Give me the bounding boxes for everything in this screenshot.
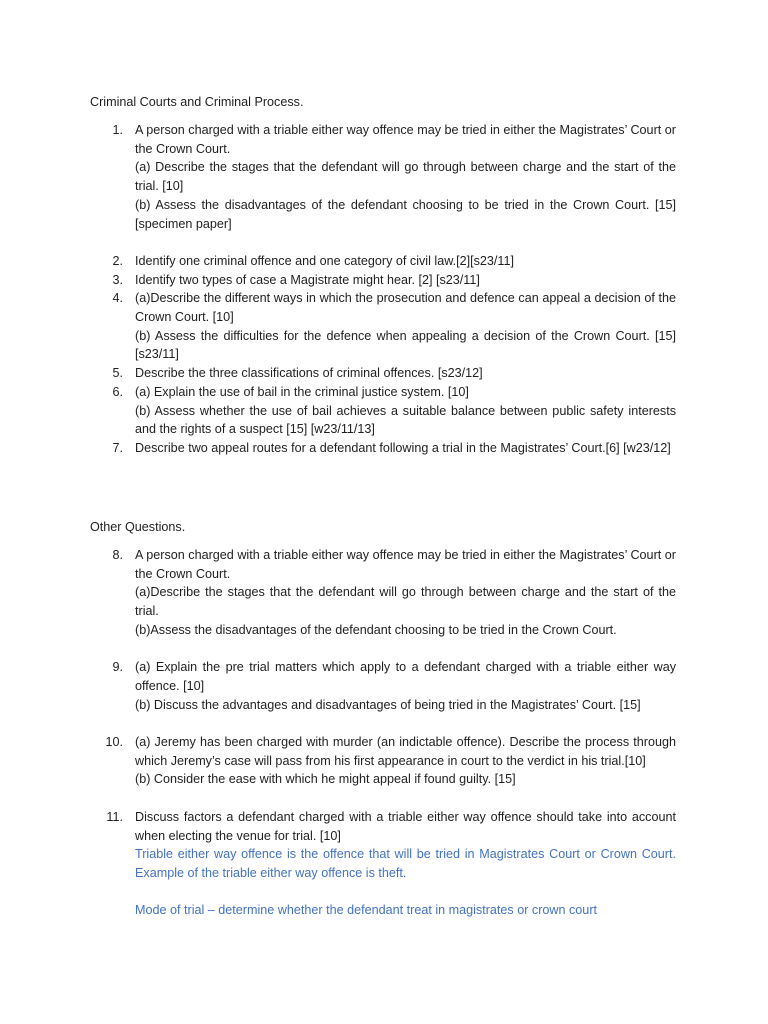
question-item (90, 546, 676, 640)
question-item (90, 252, 676, 271)
question-part-a: (a)Describe the different ways in which the prosecution and defence can appeal a decision of the Crown Court. [10] (135, 291, 676, 325)
question-text: Describe the three classifications of criminal offences. [s23/12] (135, 366, 483, 381)
question-list (90, 121, 676, 458)
question-number: 10. (105, 735, 123, 749)
answer-note: Mode of trial – determine whether the defendant treat in magistrates or crown court (135, 903, 598, 918)
question-item (90, 658, 676, 714)
question-part-a: (a) Explain the use of bail in the criminal justice system. [10] (135, 384, 469, 399)
question-part-b: (b) Discuss the advantages and disadvantages of being tried in the Magistrates’ Court. [15] (135, 697, 641, 712)
question-part-a: (a)Describe the stages that the defendant will go through between charge and the start of the trial. (135, 585, 676, 619)
section-heading: Other Questions. (90, 520, 186, 534)
question-part-a: (a) Explain the pre trial matters which apply to a defendant charged with a triable either way offence. [10] (135, 660, 676, 693)
question-item (90, 364, 676, 383)
question-list (90, 546, 676, 920)
question-item (90, 121, 676, 233)
question-number: 4. (112, 291, 123, 306)
question-number: 9. (112, 660, 123, 675)
question-text: Describe two appeal routes for a defendant following a trial in the Magistrates’ Court.[6] [w23/12] (135, 440, 671, 455)
question-part-b: (b) Assess the difficulties for the defence when appealing a decision of the Crown Court. [15] [s23/11] (135, 328, 676, 362)
blank-line (135, 883, 676, 902)
question-part-b: (b) Consider the ease with which he might appeal if found guilty. [15] (135, 772, 516, 787)
question-part-a: (a) Jeremy has been charged with murder (an indictable offence). Describe the process through which Jeremy’s case will pass from his first appearance in court to the verdict in his trial.[10] (135, 735, 676, 768)
question-text: A person charged with a triable either way offence may be tried in either the Magistrates’ Court or the Crown Court. (135, 548, 676, 581)
question-text: Discuss factors a defendant charged with a triable either way offence should take into account when electing the venue for trial. [10] (135, 809, 676, 843)
question-text: A person charged with a triable either way offence may be tried in either the Magistrates’ Court or the Crown Court. (135, 123, 676, 156)
question-item (90, 289, 676, 364)
question-number: 3. (112, 272, 123, 287)
question-number: 1. (112, 123, 123, 137)
question-text: Identify one criminal offence and one category of civil law.[2][s23/11] (135, 253, 514, 268)
answer-note: Triable either way offence is the offence that will be tried in Magistrates Court or Crown Court. Example of the triable either way offence is theft. (135, 847, 676, 880)
question-item (90, 271, 676, 290)
question-part-b: (b) Assess the disadvantages of the defendant choosing to be tried in the Crown Court. [15] [specimen paper] (135, 197, 676, 231)
question-number: 11. (106, 809, 123, 824)
question-item (90, 808, 676, 920)
question-number: 6. (112, 384, 123, 399)
question-part-a: (a) Describe the stages that the defendant will go through between charge and the start of the trial. [10] (135, 160, 676, 194)
question-item (90, 439, 676, 458)
question-part-b: (b)Assess the disadvantages of the defendant choosing to be tried in the Crown Court. (135, 622, 617, 637)
question-item (90, 733, 676, 789)
question-text: Identify two types of case a Magistrate might hear. [2] [s23/11] (135, 272, 480, 287)
question-number: 7. (112, 440, 123, 455)
question-number: 5. (112, 366, 123, 381)
question-part-b: (b) Assess whether the use of bail achieves a suitable balance between public safety interests and the rights of a suspect [15] [w23/11/13] (135, 403, 676, 437)
question-item (90, 383, 676, 439)
question-number: 2. (112, 253, 123, 268)
question-number: 8. (112, 548, 123, 562)
section-heading: Criminal Courts and Criminal Process. (90, 95, 304, 109)
